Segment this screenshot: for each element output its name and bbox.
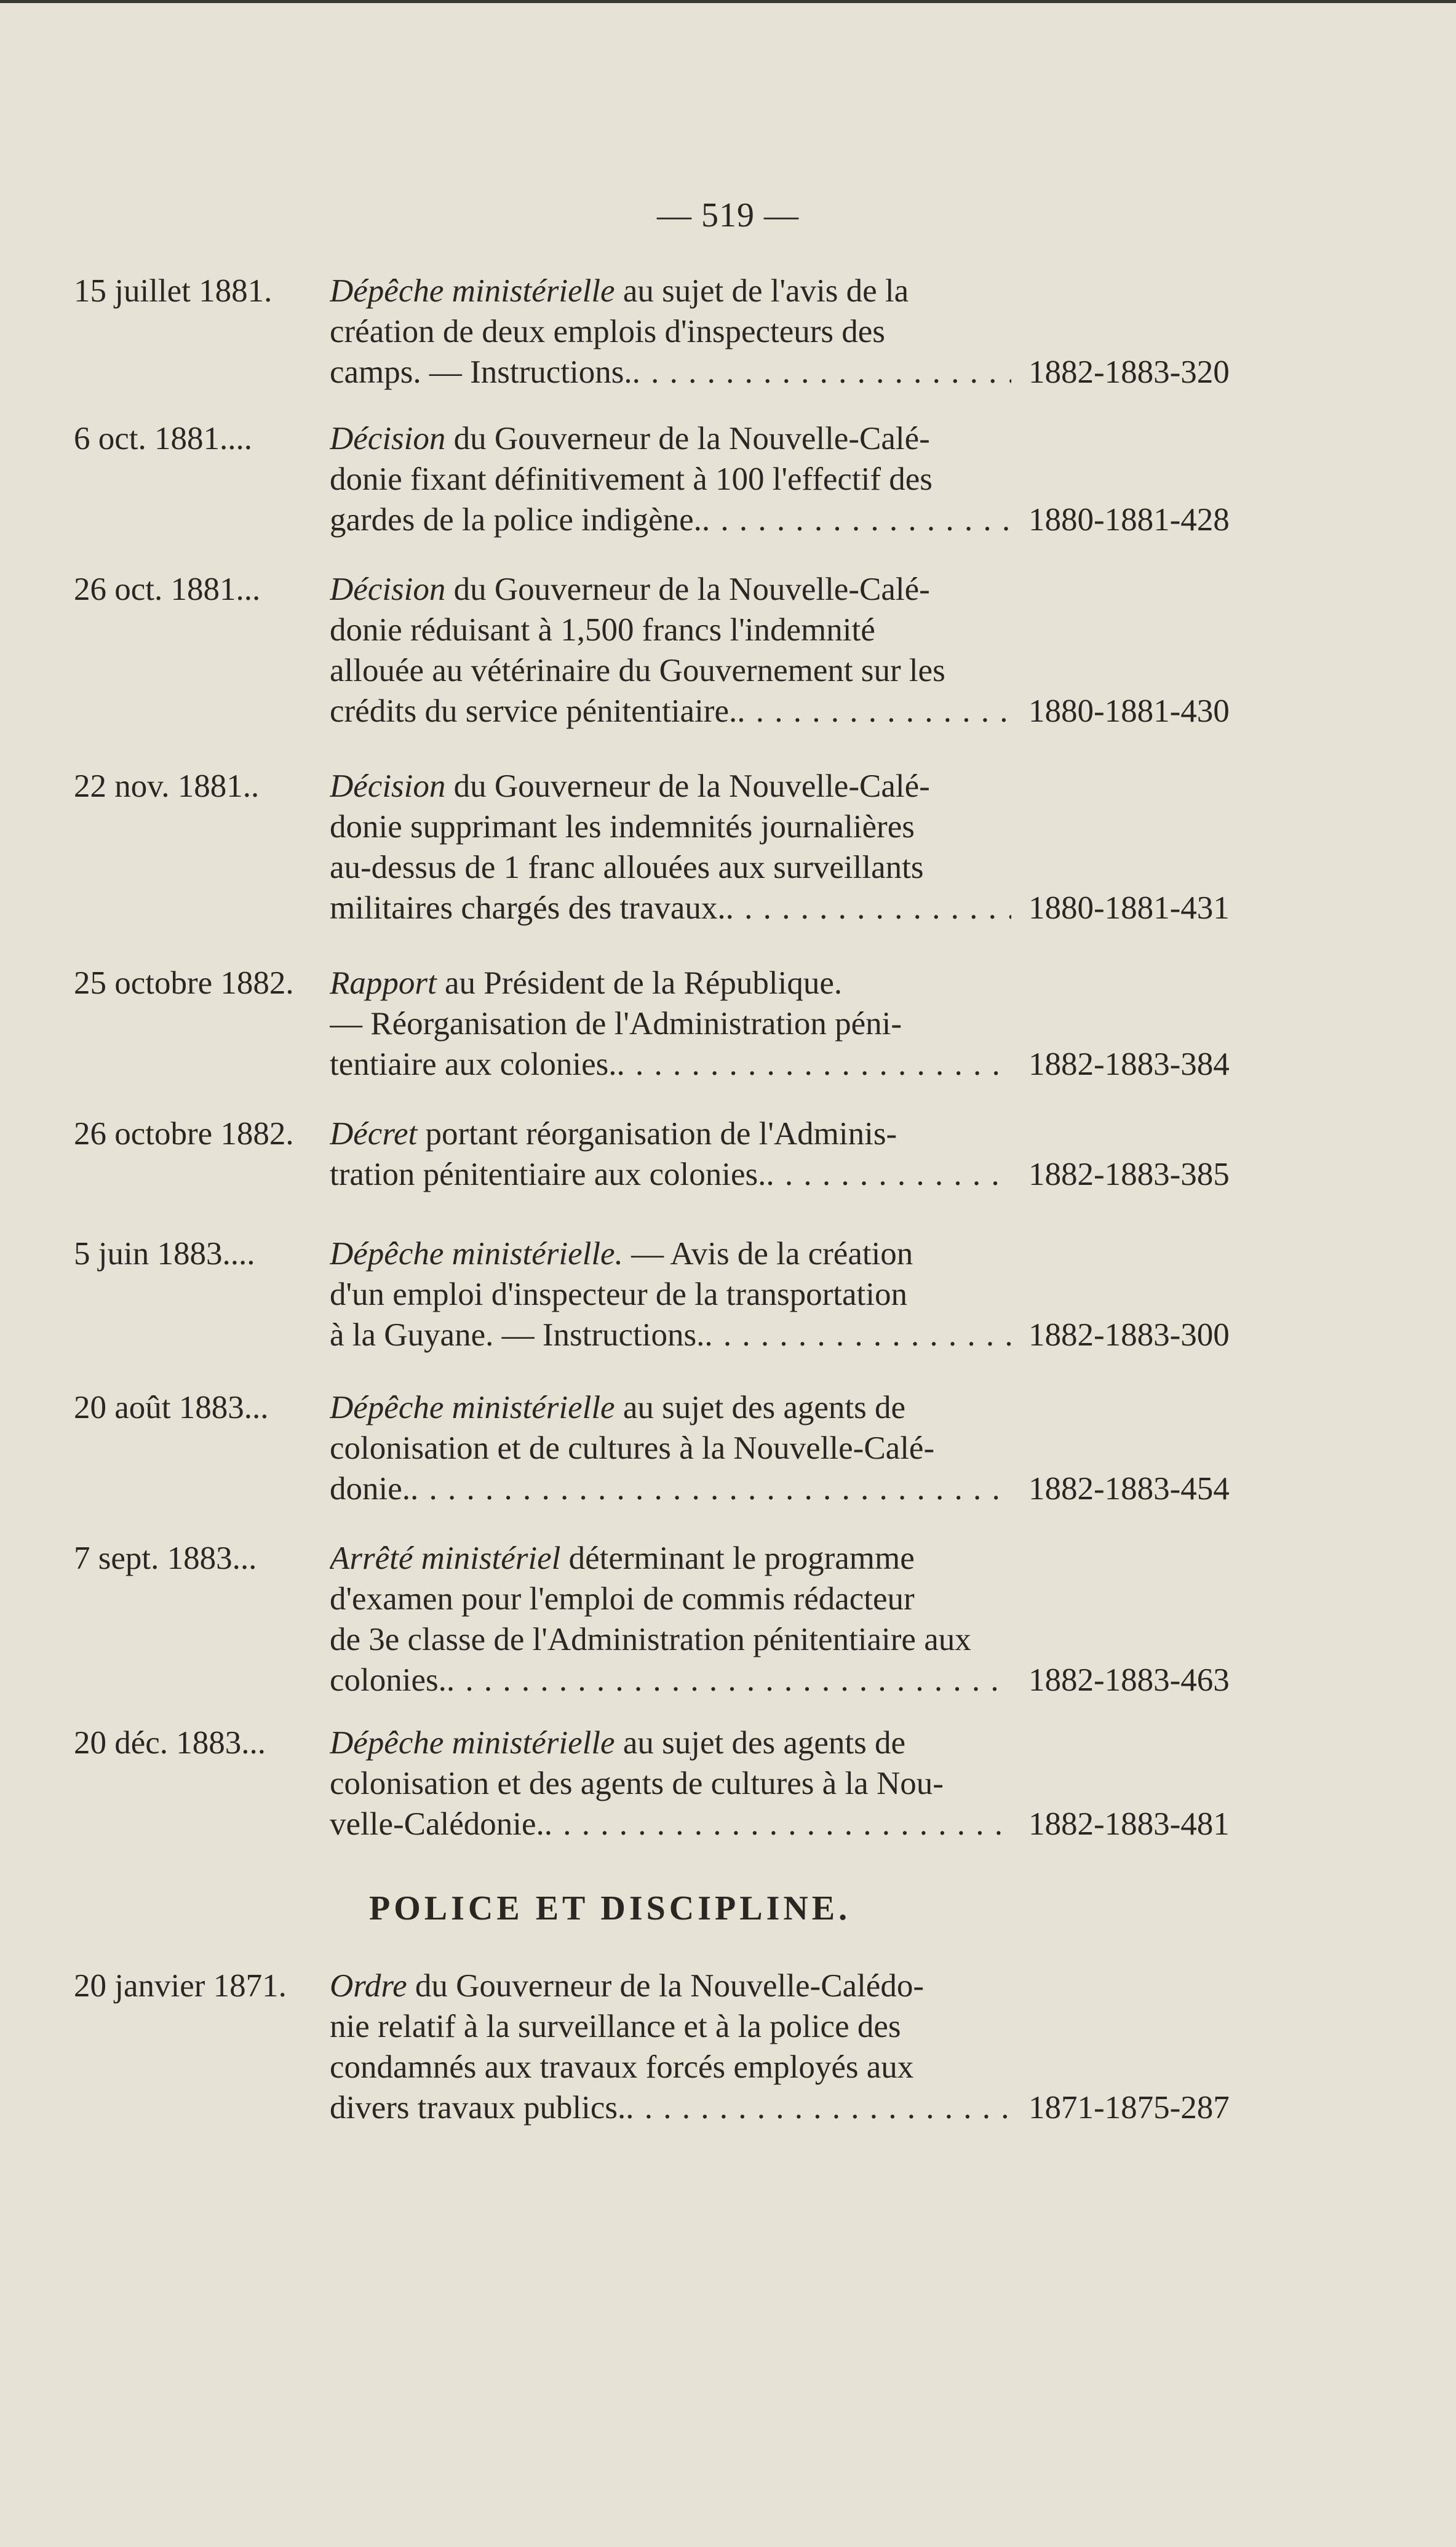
entry-line-text: du Gouverneur de la Nouvelle-Calé- <box>453 768 930 804</box>
entry-reference: 1882-1883-481 <box>1028 1806 1230 1842</box>
entry-line-text: au-dessus de 1 franc allouées aux surveillants <box>330 850 924 885</box>
dot-leader <box>766 1154 1011 1195</box>
entry-line-text: déterminant le programme <box>568 1541 915 1576</box>
entry-description <box>330 1538 1011 1700</box>
entry-date: 26 oct. 1881... <box>74 572 261 607</box>
entry-last-line-text: gardes de la police indigène. <box>330 502 702 538</box>
entry-line <box>330 963 1011 1003</box>
entry-keyword: Dépêche ministérielle <box>330 273 615 309</box>
entry-last-line-text: donie. <box>330 1471 410 1507</box>
entry-date: 26 octobre 1882. <box>74 1116 294 1152</box>
dot-leader <box>632 352 1011 393</box>
entry-line-text: allouée au vétérinaire du Gouvernement sur les <box>330 653 945 688</box>
entry-date: 7 sept. 1883... <box>74 1541 257 1576</box>
entry-line <box>330 2047 1011 2087</box>
entry-keyword: Décision <box>330 421 446 456</box>
entry-line <box>330 847 1011 888</box>
entry-line-text: au Président de la République. <box>444 965 843 1001</box>
dot-leader <box>617 1044 1011 1085</box>
entry-line-text: — Réorganisation de l'Administration péni- <box>330 1006 902 1042</box>
entry-reference: 1880-1881-430 <box>1028 693 1230 729</box>
entry-reference: 1880-1881-428 <box>1028 502 1230 538</box>
top-border-rule <box>0 0 1456 3</box>
entry-keyword: Dépêche ministérielle. <box>330 1236 623 1272</box>
entry-description <box>330 1234 1011 1355</box>
entry-last-line <box>330 1154 1011 1195</box>
entry-last-line <box>330 2087 1011 2128</box>
entry-line-text: d'un emploi d'inspecteur de la transportation <box>330 1277 907 1312</box>
entry-description <box>330 963 1011 1085</box>
entry-last-line <box>330 352 1011 393</box>
dot-leader <box>702 500 1011 540</box>
entry-line <box>330 311 1011 352</box>
entry-last-line-text: à la Guyane. — Instructions. <box>330 1317 705 1353</box>
entry-last-line-text: militaires chargés des travaux. <box>330 890 726 926</box>
entry-last-line-text: camps. — Instructions. <box>330 354 632 390</box>
entry-last-line <box>330 1315 1011 1355</box>
entry-keyword: Décision <box>330 768 446 804</box>
entry-date: 20 janvier 1871. <box>74 1968 287 2004</box>
entry-keyword: Dépêche ministérielle <box>330 1390 615 1425</box>
entry-line-text: du Gouverneur de la Nouvelle-Calé- <box>453 572 930 607</box>
entry-line <box>330 1003 1011 1044</box>
entry-description <box>330 1387 1011 1509</box>
entry-line <box>330 650 1011 691</box>
dot-leader <box>544 1804 1011 1844</box>
entry-reference: 1882-1883-463 <box>1028 1662 1230 1698</box>
entry-line-text: au sujet des agents de <box>623 1390 906 1425</box>
entry-date: 20 août 1883... <box>74 1390 269 1425</box>
entry-line <box>330 1538 1011 1579</box>
entry-line <box>330 610 1011 650</box>
entry-last-line-text: colonies. <box>330 1662 447 1698</box>
dot-leader <box>737 691 1011 731</box>
entry-last-line-text: velle-Calédonie. <box>330 1806 544 1842</box>
entry-last-line-text: tration pénitentiaire aux colonies. <box>330 1157 766 1192</box>
entry-last-line <box>330 888 1011 928</box>
entry-last-line <box>330 1469 1011 1509</box>
entry-reference: 1882-1883-320 <box>1028 354 1230 390</box>
entry-last-line <box>330 1660 1011 1700</box>
entry-line-text: du Gouverneur de la Nouvelle-Calédo- <box>415 1968 924 2004</box>
entry-keyword: Ordre <box>330 1968 407 2004</box>
entry-description <box>330 766 1011 928</box>
entry-line <box>330 1723 1011 1763</box>
entry-line-text: du Gouverneur de la Nouvelle-Calé- <box>453 421 930 456</box>
entry-reference: 1882-1883-300 <box>1028 1317 1230 1353</box>
entry-date: 22 nov. 1881.. <box>74 768 260 804</box>
entry-line <box>330 1274 1011 1315</box>
entry-line-text: donie supprimant les indemnités journalières <box>330 809 915 845</box>
entry-reference: 1882-1883-385 <box>1028 1157 1230 1192</box>
entry-line-text: d'examen pour l'emploi de commis rédacteur <box>330 1581 915 1617</box>
entry-line <box>330 766 1011 807</box>
entry-reference: 1882-1883-384 <box>1028 1046 1230 1082</box>
entry-last-line-text: tentiaire aux colonies. <box>330 1046 617 1082</box>
entry-line <box>330 2006 1011 2047</box>
dot-leader <box>447 1660 1011 1700</box>
entry-keyword: Dépêche ministérielle <box>330 1725 615 1761</box>
entry-line <box>330 1579 1011 1619</box>
entry-line-text: donie fixant définitivement à 100 l'effectif des <box>330 461 933 497</box>
dot-leader <box>410 1469 1011 1509</box>
entry-line-text: condamnés aux travaux forcés employés aux <box>330 2049 914 2085</box>
entry-line <box>330 459 1011 500</box>
entry-description <box>330 1114 1011 1195</box>
entry-line-text: au sujet des agents de <box>623 1725 906 1761</box>
entry-line-text: colonisation et de cultures à la Nouvelle-Calé- <box>330 1430 935 1466</box>
entry-line <box>330 569 1011 610</box>
entry-line-text: — Avis de la création <box>631 1236 913 1272</box>
entry-line <box>330 1114 1011 1154</box>
entry-line-text: portant réorganisation de l'Adminis- <box>425 1116 897 1152</box>
entry-line-text: de 3e classe de l'Administration pénitentiaire aux <box>330 1622 971 1657</box>
entry-line-text: nie relatif à la surveillance et à la police des <box>330 2009 901 2044</box>
entry-line-text: donie réduisant à 1,500 francs l'indemnité <box>330 612 875 648</box>
entry-line-text: au sujet de l'avis de la <box>623 273 909 309</box>
entry-keyword: Décret <box>330 1116 418 1152</box>
entry-line-text: création de deux emplois d'inspecteurs des <box>330 314 885 349</box>
entry-line <box>330 271 1011 311</box>
entry-last-line <box>330 691 1011 731</box>
entry-line <box>330 1966 1011 2006</box>
entry-line-text: colonisation et des agents de cultures à la Nou- <box>330 1766 944 1801</box>
entry-line <box>330 1763 1011 1804</box>
entry-date: 15 juillet 1881. <box>74 273 273 309</box>
entry-date: 6 oct. 1881.... <box>74 421 252 456</box>
entry-line <box>330 418 1011 459</box>
entry-line <box>330 1387 1011 1428</box>
entry-line <box>330 1428 1011 1469</box>
entry-last-line <box>330 1804 1011 1844</box>
dot-leader <box>626 2087 1011 2128</box>
entry-line <box>330 807 1011 847</box>
entry-description <box>330 1966 1011 2128</box>
page-number: — 519 — <box>657 196 799 234</box>
entry-last-line <box>330 1044 1011 1085</box>
entry-description <box>330 569 1011 731</box>
entry-date: 5 juin 1883.... <box>74 1236 255 1272</box>
entry-keyword: Rapport <box>330 965 437 1001</box>
section-title: POLICE ET DISCIPLINE. <box>369 1889 851 1927</box>
dot-leader <box>726 888 1011 928</box>
entry-description <box>330 271 1011 393</box>
entry-reference: 1880-1881-431 <box>1028 890 1230 926</box>
entry-date: 20 déc. 1883... <box>74 1725 266 1761</box>
entry-keyword: Arrêté ministériel <box>330 1541 561 1576</box>
entry-reference: 1871-1875-287 <box>1028 2090 1230 2126</box>
entry-description <box>330 418 1011 540</box>
entry-last-line-text: crédits du service pénitentiaire. <box>330 693 738 729</box>
entry-description <box>330 1723 1011 1844</box>
entry-reference: 1882-1883-454 <box>1028 1471 1230 1507</box>
entry-line <box>330 1234 1011 1274</box>
entry-last-line-text: divers travaux publics. <box>330 2090 626 2126</box>
entry-line <box>330 1619 1011 1660</box>
entry-last-line <box>330 500 1011 540</box>
entry-date: 25 octobre 1882. <box>74 965 294 1001</box>
dot-leader <box>704 1315 1011 1355</box>
entry-keyword: Décision <box>330 572 446 607</box>
